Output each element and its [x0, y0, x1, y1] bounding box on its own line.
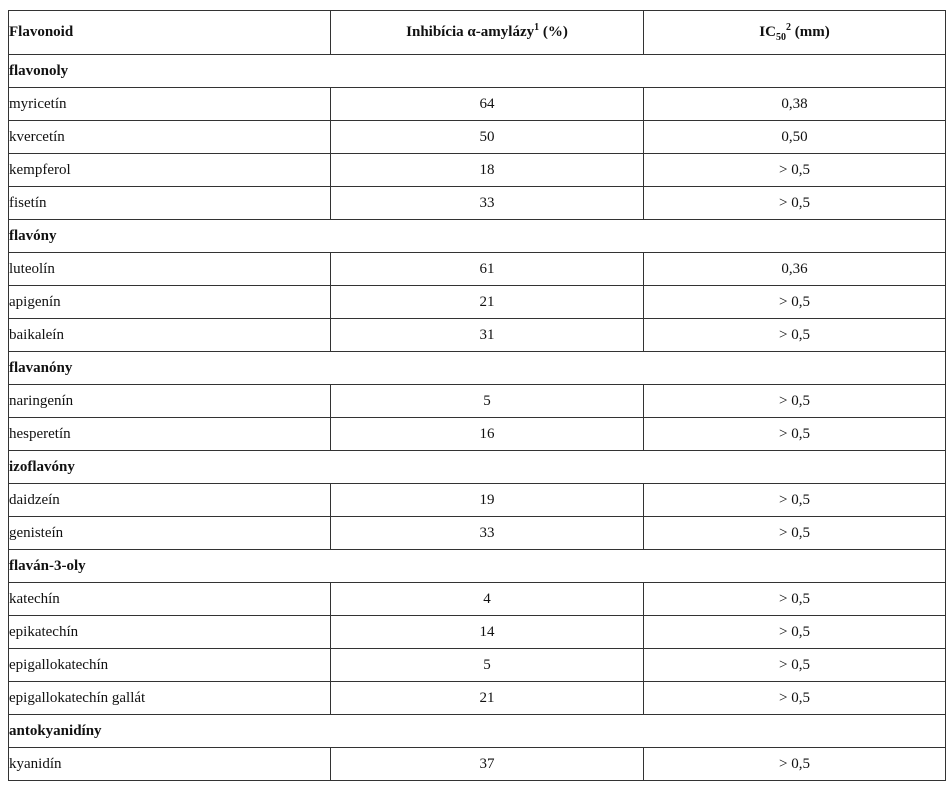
header-ic50 [644, 11, 946, 55]
table-row [9, 649, 946, 682]
inhibition-cell: 19 [331, 484, 644, 517]
flavonoid-name-cell: genisteín [9, 517, 331, 550]
table-row [9, 418, 946, 451]
ic50-cell: > 0,5 [644, 319, 946, 352]
inhibition-cell: 5 [331, 385, 644, 418]
group-label: flavonoly [9, 55, 946, 88]
table-row [9, 187, 946, 220]
ic50-cell: > 0,5 [644, 484, 946, 517]
flavonoid-name-cell: epikatechín [9, 616, 331, 649]
inhibition-cell: 31 [331, 319, 644, 352]
inhibition-cell: 5 [331, 649, 644, 682]
ic50-cell: > 0,5 [644, 649, 946, 682]
header-inhibition-footnote: 1 [534, 22, 540, 33]
header-ic50-text: IC [759, 24, 776, 40]
table-row [9, 583, 946, 616]
table-container [8, 10, 946, 781]
inhibition-cell: 64 [331, 88, 644, 121]
flavonoid-name-cell: hesperetín [9, 418, 331, 451]
group-row [9, 352, 946, 385]
inhibition-cell: 14 [331, 616, 644, 649]
inhibition-cell: 33 [331, 517, 644, 550]
ic50-cell: > 0,5 [644, 748, 946, 781]
table-body [9, 55, 946, 781]
inhibition-cell: 21 [331, 286, 644, 319]
flavonoid-name-cell: fisetín [9, 187, 331, 220]
ic50-cell: 0,38 [644, 88, 946, 121]
flavonoid-name-cell: baikaleín [9, 319, 331, 352]
group-label: flavanóny [9, 352, 946, 385]
table-row [9, 253, 946, 286]
ic50-cell: > 0,5 [644, 682, 946, 715]
inhibition-cell: 50 [331, 121, 644, 154]
flavonoid-name-cell: epigallokatechín [9, 649, 331, 682]
flavonoid-name-cell: kyanidín [9, 748, 331, 781]
table-row [9, 616, 946, 649]
header-inhibition [331, 11, 644, 55]
ic50-cell: > 0,5 [644, 418, 946, 451]
group-row [9, 451, 946, 484]
ic50-cell: > 0,5 [644, 583, 946, 616]
header-row [9, 11, 946, 55]
table-row [9, 286, 946, 319]
group-row [9, 220, 946, 253]
header-flavonoid: Flavonoid [9, 11, 331, 55]
table-row [9, 154, 946, 187]
ic50-cell: > 0,5 [644, 286, 946, 319]
ic50-cell: > 0,5 [644, 154, 946, 187]
table-row [9, 88, 946, 121]
inhibition-cell: 18 [331, 154, 644, 187]
table-row [9, 748, 946, 781]
header-inhibition-unit: (%) [539, 24, 568, 40]
flavonoid-name-cell: daidzeín [9, 484, 331, 517]
table-row [9, 121, 946, 154]
flavonoid-name-cell: kvercetín [9, 121, 331, 154]
flavonoid-name-cell: katechín [9, 583, 331, 616]
ic50-cell: 0,50 [644, 121, 946, 154]
header-ic50-subscript: 50 [775, 32, 786, 43]
ic50-cell: > 0,5 [644, 517, 946, 550]
flavonoid-table [8, 10, 946, 781]
table-row [9, 484, 946, 517]
ic50-cell: > 0,5 [644, 187, 946, 220]
ic50-cell: > 0,5 [644, 616, 946, 649]
table-row [9, 319, 946, 352]
flavonoid-name-cell: luteolín [9, 253, 331, 286]
header-inhibition-text: Inhibícia α-amylázy [406, 24, 535, 40]
flavonoid-name-cell: myricetín [9, 88, 331, 121]
flavonoid-name-cell: apigenín [9, 286, 331, 319]
group-label: izoflavóny [9, 451, 946, 484]
group-label: antokyanidíny [9, 715, 946, 748]
header-ic50-unit: (mm) [790, 24, 830, 40]
group-label: flavóny [9, 220, 946, 253]
table-row [9, 517, 946, 550]
group-row [9, 55, 946, 88]
table-row [9, 682, 946, 715]
inhibition-cell: 61 [331, 253, 644, 286]
table-row [9, 385, 946, 418]
group-row [9, 550, 946, 583]
inhibition-cell: 21 [331, 682, 644, 715]
inhibition-cell: 37 [331, 748, 644, 781]
inhibition-cell: 33 [331, 187, 644, 220]
group-label: flaván-3-oly [9, 550, 946, 583]
flavonoid-name-cell: naringenín [9, 385, 331, 418]
group-row [9, 715, 946, 748]
inhibition-cell: 16 [331, 418, 644, 451]
ic50-cell: > 0,5 [644, 385, 946, 418]
ic50-cell: 0,36 [644, 253, 946, 286]
inhibition-cell: 4 [331, 583, 644, 616]
header-ic50-footnote: 2 [785, 22, 791, 33]
flavonoid-name-cell: epigallokatechín gallát [9, 682, 331, 715]
flavonoid-name-cell: kempferol [9, 154, 331, 187]
